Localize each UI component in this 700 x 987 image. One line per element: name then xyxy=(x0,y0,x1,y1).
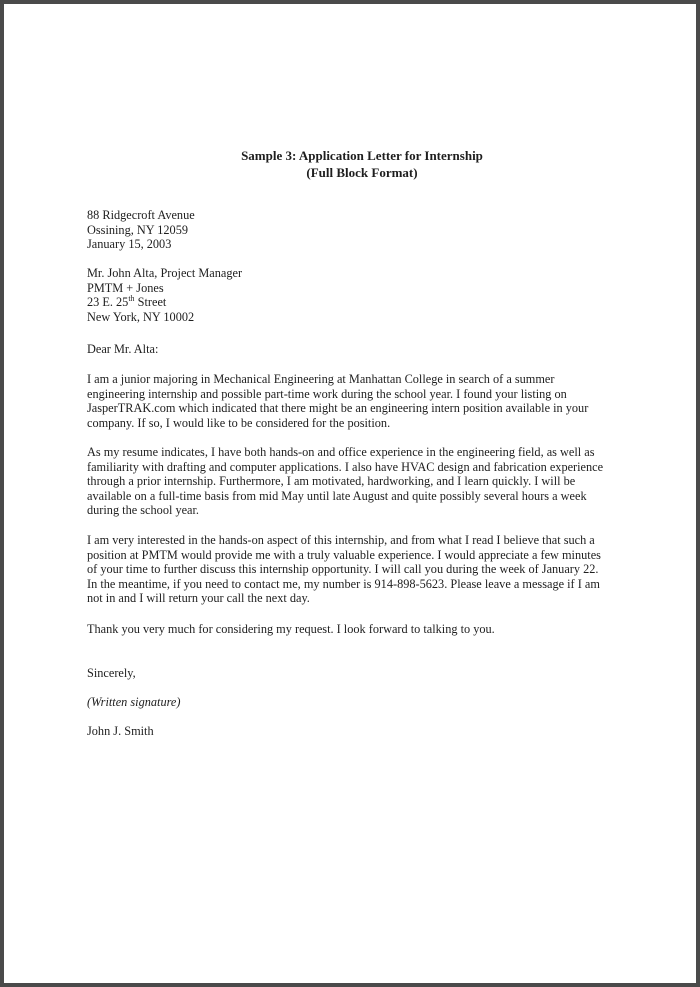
paragraph-line: available on a full-time basis from mid May until late August and quite possibly several hours a week xyxy=(87,488,587,503)
letter-date: January 15, 2003 xyxy=(87,237,172,252)
paragraph-3 xyxy=(87,533,647,606)
title-line-1: Sample 3: Application Letter for Internship xyxy=(241,148,483,163)
paragraph-line: during the school year. xyxy=(87,503,200,518)
signature-note-text: (Written signature) xyxy=(87,695,181,709)
paragraph-line: engineering internship and possible part-time work during the school year. I found your listing on xyxy=(87,386,567,401)
sender-address xyxy=(87,208,647,252)
recipient-street xyxy=(87,295,647,310)
paragraph-line: As my resume indicates, I have both hands-on and office experience in the engineering field, as well as xyxy=(87,445,595,459)
recipient-address xyxy=(87,266,647,324)
signature-note xyxy=(87,695,647,710)
paragraph-line: of your time to further discuss this internship opportunity. I will call you during the week of January 22. xyxy=(87,562,599,577)
recipient-street-ordinal: th xyxy=(128,294,135,304)
recipient-street-name: Street xyxy=(134,295,167,310)
paragraph-4 xyxy=(87,622,647,637)
recipient-street-number: 23 E. 25 xyxy=(87,295,129,310)
letter-title xyxy=(4,147,700,181)
closing xyxy=(87,666,647,681)
closing-text: Sincerely, xyxy=(87,666,136,680)
paragraph-1 xyxy=(87,372,647,430)
paragraph-2 xyxy=(87,445,647,518)
signer-name-text: John J. Smith xyxy=(87,724,154,738)
recipient-city: New York, NY 10002 xyxy=(87,309,195,324)
paragraph-line: I am a junior majoring in Mechanical Engineering at Manhattan College in search of a summer xyxy=(87,372,555,386)
paragraph-line: Thank you very much for considering my request. I look forward to talking to you. xyxy=(87,622,495,636)
paragraph-line: I am very interested in the hands-on aspect of this internship, and from what I read I believe that such a xyxy=(87,533,595,547)
signer-name xyxy=(87,724,647,739)
paragraph-line: position at PMTM would provide me with a truly valuable experience. I would appreciate a few minutes xyxy=(87,547,601,562)
sender-city: Ossining, NY 12059 xyxy=(87,222,188,237)
letter-page xyxy=(4,4,696,983)
recipient-name: Mr. John Alta, Project Manager xyxy=(87,266,243,280)
sender-street: 88 Ridgecroft Avenue xyxy=(87,208,195,222)
paragraph-line: not in and I will return your call the next day. xyxy=(87,591,310,606)
salutation xyxy=(87,342,647,357)
recipient-company: PMTM + Jones xyxy=(87,280,164,295)
paragraph-line: JasperTRAK.com which indicated that there might be an engineering intern position available in your xyxy=(87,401,589,416)
paragraph-line: familiarity with drafting and computer applications. I also have HVAC design and fabrication experience xyxy=(87,459,604,474)
title-line-2: (Full Block Format) xyxy=(306,165,418,180)
paragraph-line: company. If so, I would like to be considered for the position. xyxy=(87,415,391,430)
paragraph-line: In the meantime, if you need to contact me, my number is 914-898-5623. Please leave a message if I am xyxy=(87,576,600,591)
paragraph-line: through a prior internship. Furthermore, I am motivated, hardworking, and I learn quickly. I will be xyxy=(87,474,576,489)
salutation-text: Dear Mr. Alta: xyxy=(87,342,159,356)
